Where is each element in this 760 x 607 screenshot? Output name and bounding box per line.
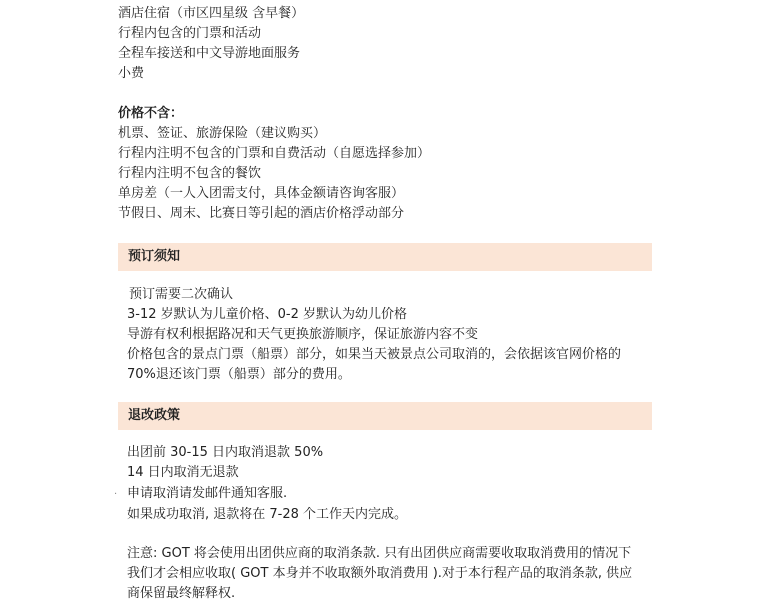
excluded-item: 机票、签证、旅游保险（建议购买） [118,126,327,141]
excluded-heading: 价格不含： [118,106,184,121]
booking-note-line: 预订需要二次确认 [129,287,234,302]
refund-line: 申请取消请发邮件通知客服. [127,486,288,501]
booking-note-line: 70%退还该门票（船票）部分的费用。 [127,367,351,382]
booking-note-line: 导游有权利根据路况和天气更换旅游顺序，保证旅游内容不变 [127,327,479,342]
excluded-item: 单房差（一人入团需支付，具体金额请咨询客服） [118,186,405,201]
refund-note-line: 注意: GOT 将会使用出团供应商的取消条款. 只有出团供应商需要收取取消费用的情况下 [127,546,632,561]
booking-note-line: 3-12 岁默认为儿童价格、0-2 岁默认为幼儿价格 [127,307,408,322]
refund-note-line: 商保留最终解释权. [127,586,236,601]
refund-policy-header [118,402,652,430]
excluded-item: 行程内注明不包含的餐饮 [118,166,262,181]
refund-line: 如果成功取消, 退款将在 7-28 个工作天内完成。 [127,507,408,522]
excluded-item: 行程内注明不包含的门票和自费活动（自愿选择参加） [118,146,431,161]
refund-line: 出团前 30-15 日内取消退款 50% [127,445,324,460]
refund-note-line: 我们才会相应收取( GOT 本身并不收取额外取消费用 ).对于本行程产品的取消条款, 供应 [127,566,633,581]
booking-notes-title: 预订须知 [128,249,181,264]
booking-note-line: 价格包含的景点门票（船票）部分，如果当天被景点公司取消的，会依据该官网价格的 [127,347,622,362]
included-item: 全程车接送和中文导游地面服务 [118,46,301,61]
refund-policy-title: 退改政策 [128,408,181,423]
included-item: 酒店住宿（市区四星级 含早餐） [118,6,305,21]
excluded-item: 节假日、周末、比赛日等引起的酒店价格浮动部分 [118,206,405,221]
refund-line: 14 日内取消无退款 [127,465,239,480]
included-item: 行程内包含的门票和活动 [118,26,262,41]
included-item: 小费 [118,66,145,81]
bullet-dot: · [114,489,118,500]
booking-notes-header [118,243,652,271]
